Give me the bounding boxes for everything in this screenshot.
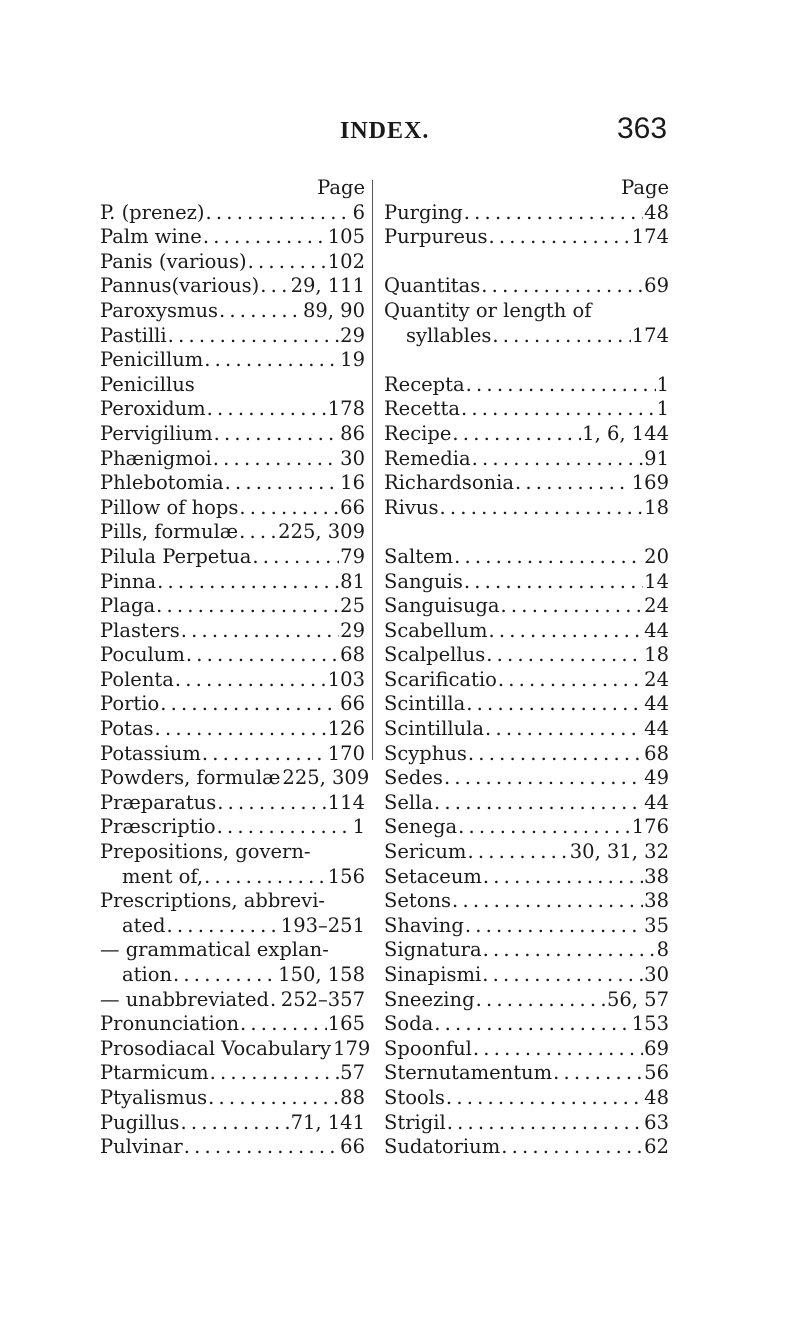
index-term: Pugillus bbox=[100, 1110, 180, 1134]
index-term: Portio bbox=[100, 692, 160, 716]
index-page-ref: 1 bbox=[352, 815, 365, 839]
dot-leader bbox=[160, 692, 339, 717]
index-entry bbox=[100, 914, 365, 939]
index-entry bbox=[100, 373, 365, 398]
dot-leader bbox=[464, 201, 643, 226]
index-term: Sneezing bbox=[384, 987, 475, 1011]
index-entry bbox=[100, 225, 365, 250]
index-term: ated bbox=[122, 913, 166, 937]
index-page-ref: 102 bbox=[327, 249, 365, 273]
index-term: Scabellum bbox=[384, 618, 488, 642]
dot-leader bbox=[515, 471, 631, 496]
index-term: Plasters bbox=[100, 618, 180, 642]
index-entry bbox=[100, 299, 365, 324]
index-term: Palm wine bbox=[100, 225, 202, 249]
index-page-ref: 35 bbox=[644, 913, 669, 937]
index-page-ref: 14 bbox=[644, 569, 669, 593]
index-entry bbox=[384, 324, 669, 349]
index-entry bbox=[384, 496, 669, 521]
index-term: Sudatorium bbox=[384, 1135, 501, 1159]
index-term: Paroxysmus bbox=[100, 298, 219, 322]
dot-leader bbox=[210, 1061, 340, 1086]
index-page-ref: 89, 90 bbox=[302, 298, 365, 322]
index-page-ref: 38 bbox=[644, 864, 669, 888]
index-entry bbox=[100, 692, 365, 717]
index-entry bbox=[100, 496, 365, 521]
index-term: Pastilli bbox=[100, 323, 167, 347]
index-page-ref: 178 bbox=[327, 397, 365, 421]
index-page-ref: 44 bbox=[644, 618, 669, 642]
index-page-ref: 169 bbox=[631, 471, 669, 495]
index-page-ref: 19 bbox=[340, 348, 365, 372]
index-term: Pervigilium bbox=[100, 421, 213, 445]
dot-leader bbox=[184, 1135, 339, 1160]
index-term: Scyphus bbox=[384, 741, 467, 765]
index-term: Spoonful bbox=[384, 1036, 472, 1060]
index-entry bbox=[100, 520, 365, 545]
dot-leader bbox=[186, 643, 339, 668]
index-page-ref: 48 bbox=[644, 1085, 669, 1109]
index-page-ref: 1 bbox=[656, 397, 669, 421]
page-number: 363 bbox=[617, 112, 668, 145]
section-gap bbox=[384, 520, 669, 545]
index-entry bbox=[100, 889, 365, 914]
dot-leader bbox=[156, 594, 339, 619]
dot-leader bbox=[214, 422, 340, 447]
page-header bbox=[0, 108, 800, 148]
index-term: — grammatical explan- bbox=[100, 938, 329, 962]
index-page-ref: 1 bbox=[656, 372, 669, 396]
dot-leader bbox=[202, 742, 327, 767]
index-entry bbox=[100, 274, 365, 299]
index-term: Pilula Perpetua bbox=[100, 544, 252, 568]
index-entry bbox=[384, 840, 669, 865]
dot-leader bbox=[239, 520, 277, 545]
index-page-ref: 71, 141 bbox=[290, 1110, 365, 1134]
index-term: Purpureus bbox=[384, 225, 488, 249]
index-term: Powders, formulæ bbox=[100, 766, 281, 790]
index-page-ref: 179 bbox=[333, 1036, 371, 1060]
index-term: Pills, formulæ bbox=[100, 520, 239, 544]
index-page-ref: 20 bbox=[644, 544, 669, 568]
index-page-ref: 48 bbox=[644, 200, 669, 224]
index-page-ref: 66 bbox=[340, 495, 365, 519]
page-title: INDEX. bbox=[340, 118, 430, 144]
index-term: Scintilla bbox=[384, 692, 466, 716]
index-page-ref: 165 bbox=[327, 1012, 365, 1036]
index-entry bbox=[384, 397, 669, 422]
index-term: Senega bbox=[384, 815, 458, 839]
index-entry bbox=[100, 668, 365, 693]
index-entry bbox=[100, 1061, 365, 1086]
index-entry bbox=[384, 274, 669, 299]
index-page-ref: 170 bbox=[327, 741, 365, 765]
dot-leader bbox=[207, 397, 327, 422]
index-term: Saltem bbox=[384, 544, 454, 568]
index-entry bbox=[384, 865, 669, 890]
dot-leader bbox=[155, 717, 327, 742]
dot-leader bbox=[217, 791, 327, 816]
index-page-ref: 56, 57 bbox=[606, 987, 669, 1011]
index-entry bbox=[384, 570, 669, 595]
index-page-ref: 225, 309 bbox=[282, 766, 370, 790]
dot-leader bbox=[486, 643, 643, 668]
index-entry bbox=[384, 1111, 669, 1136]
dot-leader bbox=[219, 299, 302, 324]
index-term: Phænigmoi bbox=[100, 446, 212, 470]
index-term: Ptarmicum bbox=[100, 1061, 209, 1085]
index-entry bbox=[100, 594, 365, 619]
index-term: Pillow of hops bbox=[100, 495, 239, 519]
index-term: Præscriptio bbox=[100, 815, 216, 839]
index-term: Plaga bbox=[100, 594, 156, 618]
dot-leader bbox=[466, 373, 656, 398]
index-term: Stools bbox=[384, 1085, 445, 1109]
index-entry bbox=[100, 1036, 371, 1062]
index-column-right bbox=[384, 176, 669, 1160]
index-entry bbox=[100, 1012, 365, 1037]
index-page-ref: 103 bbox=[327, 667, 365, 691]
dot-leader bbox=[440, 496, 644, 521]
index-entry bbox=[384, 299, 669, 324]
index-entry bbox=[100, 471, 365, 496]
index-entry bbox=[100, 643, 365, 668]
dot-leader bbox=[485, 717, 643, 742]
dot-leader bbox=[553, 1061, 643, 1086]
index-term: Strigil bbox=[384, 1110, 446, 1134]
index-term: Recipe bbox=[384, 421, 452, 445]
index-page-ref: 29, 111 bbox=[290, 274, 365, 298]
index-page-ref: 24 bbox=[644, 594, 669, 618]
dot-leader bbox=[488, 619, 643, 644]
index-page-ref: 81 bbox=[340, 569, 365, 593]
index-term: Penicillum bbox=[100, 348, 204, 372]
index-page-ref: 68 bbox=[644, 741, 669, 765]
index-page-ref: 150, 158 bbox=[278, 963, 365, 986]
index-term: Scintillula bbox=[384, 717, 485, 741]
index-page-ref: 69 bbox=[644, 1036, 669, 1060]
index-term: Setons bbox=[384, 889, 452, 913]
index-term: Pulvinar bbox=[100, 1135, 183, 1159]
index-entry bbox=[100, 1086, 365, 1111]
index-term: Prepositions, govern- bbox=[100, 840, 311, 864]
index-page-ref: 57 bbox=[340, 1061, 365, 1085]
index-term: Panis (various) bbox=[100, 249, 247, 273]
index-page-ref: 62 bbox=[644, 1135, 669, 1159]
index-page-ref: 49 bbox=[644, 766, 669, 790]
dot-leader bbox=[476, 988, 606, 1013]
index-entry bbox=[384, 1012, 669, 1037]
dot-leader bbox=[466, 692, 643, 717]
index-page-ref: 63 bbox=[644, 1110, 669, 1134]
index-entry bbox=[384, 422, 669, 447]
index-term: Sedes bbox=[384, 766, 443, 790]
index-term: Prosodiacal Vocabulary bbox=[100, 1036, 332, 1060]
section-gap bbox=[384, 250, 669, 275]
index-page-ref: 66 bbox=[340, 1135, 365, 1159]
dot-leader bbox=[488, 225, 630, 250]
index-entry bbox=[100, 570, 365, 595]
dot-leader bbox=[225, 471, 340, 496]
index-term: Remedia bbox=[384, 446, 471, 470]
index-entry bbox=[384, 373, 669, 398]
index-term: P. (prenez) bbox=[100, 200, 205, 224]
index-entry bbox=[100, 766, 370, 791]
index-page-ref: 153 bbox=[631, 1012, 669, 1036]
index-page-ref: 38 bbox=[644, 889, 669, 913]
index-entry bbox=[100, 815, 365, 840]
index-entry bbox=[100, 545, 365, 570]
dot-leader bbox=[472, 447, 644, 472]
dot-leader bbox=[468, 742, 643, 767]
dot-leader bbox=[483, 938, 656, 963]
dot-leader bbox=[446, 1086, 643, 1111]
index-page-ref: 126 bbox=[327, 717, 365, 741]
index-entry bbox=[384, 791, 669, 816]
index-entry bbox=[100, 840, 365, 865]
index-page-ref: 68 bbox=[340, 643, 365, 667]
index-page-ref: 105 bbox=[327, 225, 365, 249]
index-term: Soda bbox=[384, 1012, 434, 1036]
index-entry bbox=[100, 1111, 365, 1136]
index-page-ref: 29 bbox=[340, 323, 365, 347]
column-heading: Page bbox=[621, 176, 669, 199]
dot-leader bbox=[167, 914, 280, 939]
index-term: Phlebotomia bbox=[100, 471, 224, 495]
index-entry bbox=[100, 1135, 365, 1160]
index-term: Pinna bbox=[100, 569, 157, 593]
index-term: Recetta bbox=[384, 397, 460, 421]
index-term: Penicillus bbox=[100, 372, 195, 396]
dot-leader bbox=[464, 570, 643, 595]
index-entry bbox=[100, 938, 365, 963]
index-term: Rivus bbox=[384, 495, 439, 519]
dot-leader bbox=[492, 324, 630, 349]
index-entry bbox=[384, 889, 669, 914]
index-term: Setaceum bbox=[384, 864, 482, 888]
dot-leader bbox=[181, 619, 339, 644]
index-term: Sanguis bbox=[384, 569, 463, 593]
dot-leader bbox=[213, 447, 339, 472]
index-term: Sericum bbox=[384, 840, 467, 864]
index-term: Poculum bbox=[100, 643, 185, 667]
index-page-ref: 44 bbox=[644, 692, 669, 716]
index-entry bbox=[384, 643, 669, 668]
index-term: Recepta bbox=[384, 372, 465, 396]
index-entry bbox=[384, 1061, 669, 1086]
dot-leader bbox=[444, 766, 643, 791]
dot-leader bbox=[454, 545, 643, 570]
index-term: Præparatus bbox=[100, 790, 217, 814]
index-entry bbox=[100, 447, 365, 472]
index-term: Shaving bbox=[384, 913, 464, 937]
dot-leader bbox=[473, 1037, 643, 1062]
index-page-ref: 44 bbox=[644, 717, 669, 741]
index-entry bbox=[384, 1086, 669, 1111]
index-term: Polenta bbox=[100, 667, 174, 691]
index-entry bbox=[384, 692, 669, 717]
dot-leader bbox=[498, 668, 643, 693]
index-entry bbox=[384, 447, 669, 472]
index-term: Potassium bbox=[100, 741, 201, 765]
index-term: Quantity or length of bbox=[384, 298, 592, 322]
dot-leader bbox=[248, 250, 327, 275]
dot-leader bbox=[175, 668, 327, 693]
dot-leader bbox=[447, 1111, 643, 1136]
index-entry bbox=[384, 742, 669, 767]
index-term: Prescriptions, abbrevi- bbox=[100, 889, 326, 913]
index-entry bbox=[100, 619, 365, 644]
index-entry bbox=[100, 742, 365, 767]
index-page-ref: 56 bbox=[644, 1061, 669, 1085]
index-page-ref: 114 bbox=[327, 790, 365, 814]
index-term: Scalpellus bbox=[384, 643, 486, 667]
index-page-ref: 18 bbox=[644, 643, 669, 667]
index-page-ref: 16 bbox=[340, 471, 365, 495]
index-page-ref: 69 bbox=[644, 274, 669, 298]
index-term: Sanguisuga bbox=[384, 594, 500, 618]
dot-leader bbox=[217, 815, 352, 840]
index-term: Ptyalismus bbox=[100, 1085, 208, 1109]
index-page-ref: 225, 309 bbox=[278, 520, 365, 544]
index-page-ref: 6 bbox=[352, 200, 365, 224]
index-term: Sella bbox=[384, 790, 433, 814]
dot-leader bbox=[204, 348, 339, 373]
dot-leader bbox=[206, 201, 352, 226]
index-page-ref: 86 bbox=[340, 421, 365, 445]
dot-leader bbox=[260, 274, 289, 299]
index-entry bbox=[384, 938, 669, 963]
index-entry bbox=[384, 815, 669, 840]
index-term: Scarificatio bbox=[384, 667, 497, 691]
column-divider bbox=[372, 180, 373, 760]
section-gap bbox=[384, 348, 669, 373]
index-term: ation bbox=[122, 963, 172, 986]
dot-leader bbox=[481, 274, 643, 299]
index-page-ref: 24 bbox=[644, 667, 669, 691]
index-term: Richardsonia bbox=[384, 471, 514, 495]
index-page-ref: 8 bbox=[656, 938, 669, 962]
dot-leader bbox=[434, 1012, 631, 1037]
index-entry bbox=[100, 422, 365, 447]
index-page-ref: 252–357 bbox=[280, 987, 365, 1011]
index-term: Sternutamentum bbox=[384, 1061, 553, 1085]
dot-leader bbox=[501, 594, 644, 619]
dot-leader bbox=[173, 963, 277, 988]
index-entry bbox=[100, 201, 365, 226]
index-page-ref: 88 bbox=[340, 1085, 365, 1109]
dot-leader bbox=[240, 1012, 327, 1037]
dot-leader bbox=[239, 496, 339, 521]
index-page-ref: 174 bbox=[631, 323, 669, 347]
index-term: Quantitas bbox=[384, 274, 481, 298]
index-entry bbox=[384, 545, 669, 570]
index-entry bbox=[384, 988, 669, 1013]
index-term: ment of, bbox=[122, 864, 204, 888]
dot-leader bbox=[461, 397, 656, 422]
dot-leader bbox=[452, 889, 643, 914]
index-page-ref: 91 bbox=[644, 446, 669, 470]
column-heading: Page bbox=[317, 176, 365, 199]
index-entry bbox=[384, 225, 669, 250]
index-page-ref: 30, 31, 32 bbox=[569, 840, 669, 864]
index-entry bbox=[100, 963, 365, 988]
index-page-ref: 174 bbox=[631, 225, 669, 249]
dot-leader bbox=[465, 914, 643, 939]
index-page-ref: 1, 6, 144 bbox=[582, 421, 669, 445]
dot-leader bbox=[467, 840, 568, 865]
index-page-ref: 44 bbox=[644, 790, 669, 814]
index-entry bbox=[100, 865, 365, 890]
index-page-ref: 193–251 bbox=[280, 913, 365, 937]
index-term: syllables bbox=[406, 323, 492, 347]
dot-leader bbox=[483, 865, 643, 890]
index-page-ref: 156 bbox=[327, 864, 365, 888]
dot-leader bbox=[168, 324, 340, 349]
dot-leader bbox=[458, 815, 631, 840]
index-term: Sinapismi bbox=[384, 963, 482, 986]
index-term: Pannus(various) bbox=[100, 274, 260, 298]
index-page-ref: 66 bbox=[340, 692, 365, 716]
index-entry bbox=[100, 988, 365, 1013]
dot-leader bbox=[208, 1086, 339, 1111]
index-entry bbox=[384, 1037, 669, 1062]
dot-leader bbox=[204, 865, 327, 890]
index-column-left bbox=[100, 176, 371, 1160]
index-term: Pronunciation bbox=[100, 1012, 240, 1036]
index-term: Signatura bbox=[384, 938, 482, 962]
index-entry bbox=[384, 1135, 669, 1160]
dot-leader bbox=[501, 1135, 643, 1160]
dot-leader bbox=[270, 988, 280, 1013]
index-entry bbox=[384, 201, 669, 226]
index-entry bbox=[100, 324, 365, 349]
dot-leader bbox=[252, 545, 339, 570]
index-page-ref: 30 bbox=[644, 963, 669, 986]
index-page-ref: 29 bbox=[340, 618, 365, 642]
index-entry bbox=[100, 717, 365, 742]
index-entry bbox=[100, 791, 365, 816]
index-term: Potas bbox=[100, 717, 154, 741]
dot-leader bbox=[203, 225, 327, 250]
index-term: — unabbreviated bbox=[100, 987, 270, 1011]
index-entry bbox=[100, 348, 365, 373]
index-page-ref: 25 bbox=[340, 594, 365, 618]
index-entry bbox=[384, 963, 669, 988]
index-entry bbox=[384, 766, 669, 791]
index-page-ref: 18 bbox=[644, 495, 669, 519]
index-entry bbox=[384, 471, 669, 496]
index-entry bbox=[384, 717, 669, 742]
dot-leader bbox=[157, 570, 339, 595]
index-entry bbox=[100, 250, 365, 275]
dot-leader bbox=[452, 422, 581, 447]
index-entry bbox=[384, 914, 669, 939]
index-entry bbox=[100, 397, 365, 422]
dot-leader bbox=[434, 791, 643, 816]
index-page-ref: 79 bbox=[340, 544, 365, 568]
index-page-ref: 176 bbox=[631, 815, 669, 839]
index-entry bbox=[384, 594, 669, 619]
index-entry bbox=[384, 619, 669, 644]
dot-leader bbox=[482, 963, 643, 988]
index-term: Purging bbox=[384, 200, 463, 224]
dot-leader bbox=[180, 1111, 289, 1136]
index-page-ref: 30 bbox=[340, 446, 365, 470]
index-term: Peroxidum bbox=[100, 397, 206, 421]
index-entry bbox=[384, 668, 669, 693]
